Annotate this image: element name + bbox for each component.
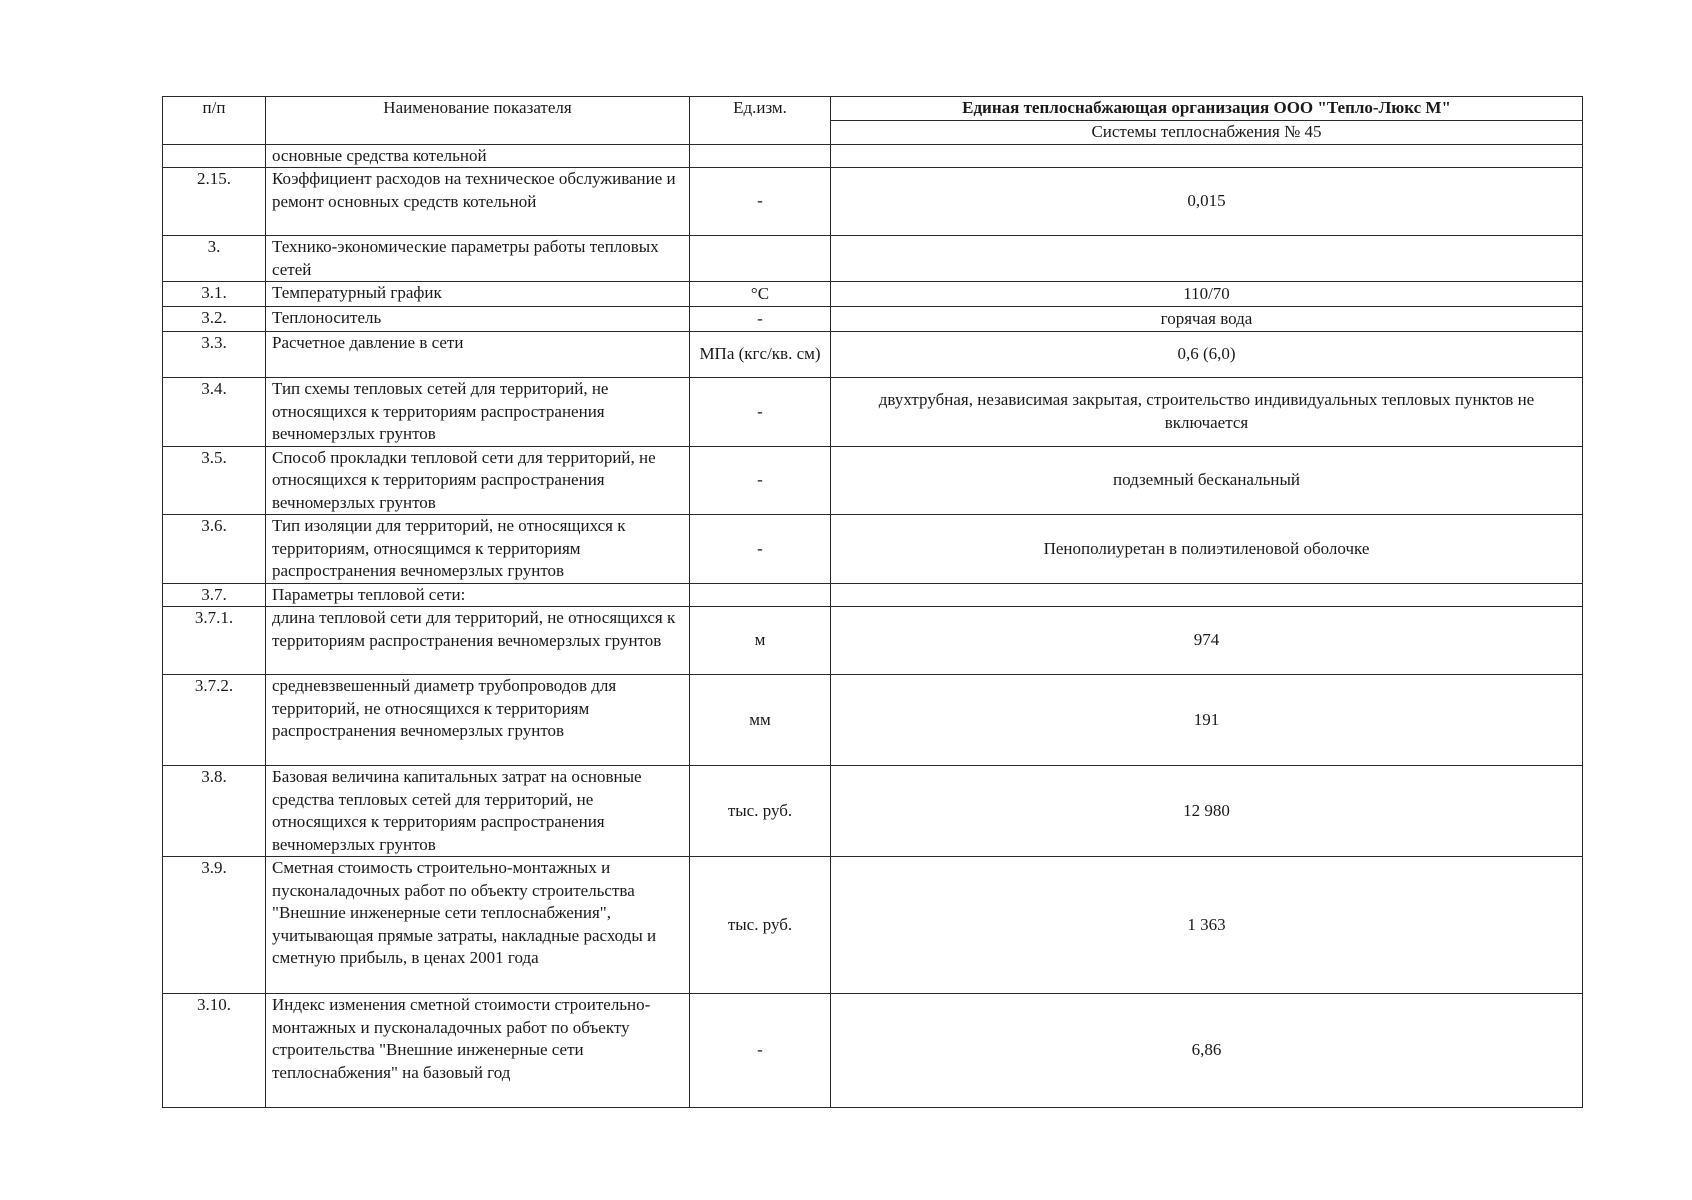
row-value (831, 236, 1583, 282)
table-row (163, 446, 1583, 515)
header-num: п/п (163, 97, 266, 145)
row-unit: - (690, 994, 831, 1108)
row-unit: тыс. руб. (690, 766, 831, 857)
row-num (163, 144, 266, 168)
table-row (163, 994, 1583, 1108)
row-value (831, 583, 1583, 607)
table-row (163, 583, 1583, 607)
row-value: 0,015 (831, 168, 1583, 236)
row-unit: - (690, 307, 831, 332)
row-value: 1 363 (831, 857, 1583, 994)
header-unit: Ед.изм. (690, 97, 831, 145)
row-name: средневзвешенный диаметр трубопроводов для территорий, не относящихся к территориям распространения вечномерзлых грунтов (266, 675, 690, 766)
row-num: 2.15. (163, 168, 266, 236)
table-row (163, 332, 1583, 378)
row-value: 110/70 (831, 282, 1583, 307)
row-value: 191 (831, 675, 1583, 766)
row-num: 3.5. (163, 446, 266, 515)
row-name: основные средства котельной (266, 144, 690, 168)
header-name: Наименование показателя (266, 97, 690, 145)
row-num: 3.3. (163, 332, 266, 378)
table-row (163, 675, 1583, 766)
table-row (163, 607, 1583, 675)
row-num: 3.7. (163, 583, 266, 607)
row-unit: МПа (кгс/кв. см) (690, 332, 831, 378)
row-unit (690, 583, 831, 607)
indicators-table (162, 96, 1583, 1108)
table-row (163, 378, 1583, 447)
row-name: длина тепловой сети для территорий, не относящихся к территориям распространения вечномерзлых грунтов (266, 607, 690, 675)
row-num: 3.1. (163, 282, 266, 307)
row-unit (690, 236, 831, 282)
table-row (163, 168, 1583, 236)
table-row (163, 236, 1583, 282)
row-num: 3.7.1. (163, 607, 266, 675)
row-name: Способ прокладки тепловой сети для территорий, не относящихся к территориям распространения вечномерзлых грунтов (266, 446, 690, 515)
row-name: Расчетное давление в сети (266, 332, 690, 378)
row-value: 12 980 (831, 766, 1583, 857)
table-row (163, 282, 1583, 307)
row-name: Тип изоляции для территорий, не относящихся к территориям, относящимся к территориям распространения вечномерзлых грунтов (266, 515, 690, 584)
table-row (163, 857, 1583, 994)
row-value: двухтрубная, независимая закрытая, строительство индивидуальных тепловых пунктов не включается (831, 378, 1583, 447)
header-org: Единая теплоснабжающая организация ООО "Тепло-Люкс М" (831, 97, 1583, 121)
row-unit: - (690, 446, 831, 515)
row-name: Технико-экономические параметры работы тепловых сетей (266, 236, 690, 282)
header-system: Системы теплоснабжения № 45 (831, 121, 1583, 145)
table-row (163, 307, 1583, 332)
row-unit: тыс. руб. (690, 857, 831, 994)
row-num: 3.9. (163, 857, 266, 994)
row-name: Параметры тепловой сети: (266, 583, 690, 607)
row-num: 3. (163, 236, 266, 282)
row-value: 6,86 (831, 994, 1583, 1108)
header-row (163, 97, 1583, 121)
row-num: 3.8. (163, 766, 266, 857)
row-num: 3.4. (163, 378, 266, 447)
row-unit: м (690, 607, 831, 675)
row-value: подземный бесканальный (831, 446, 1583, 515)
row-num: 3.2. (163, 307, 266, 332)
row-value: горячая вода (831, 307, 1583, 332)
row-value: 0,6 (6,0) (831, 332, 1583, 378)
row-name: Коэффициент расходов на техническое обслуживание и ремонт основных средств котельной (266, 168, 690, 236)
row-unit: - (690, 378, 831, 447)
row-value (831, 144, 1583, 168)
row-name: Сметная стоимость строительно-монтажных и пусконаладочных работ по объекту строительства "Внешние инженерные сети теплоснабжения", учитывающая прямые затраты, накладные расходы и сметную прибыль, в ценах 2001 года (266, 857, 690, 994)
row-name: Индекс изменения сметной стоимости строительно-монтажных и пусконаладочных работ по объекту строительства "Внешние инженерные сети теплоснабжения" на базовый год (266, 994, 690, 1108)
row-value: Пенополиуретан в полиэтиленовой оболочке (831, 515, 1583, 584)
row-name: Базовая величина капитальных затрат на основные средства тепловых сетей для территорий, не относящихся к территориям распространения вечномерзлых грунтов (266, 766, 690, 857)
row-num: 3.10. (163, 994, 266, 1108)
row-num: 3.7.2. (163, 675, 266, 766)
table-row (163, 144, 1583, 168)
row-name: Температурный график (266, 282, 690, 307)
row-num: 3.6. (163, 515, 266, 584)
row-name: Теплоноситель (266, 307, 690, 332)
table-row (163, 766, 1583, 857)
row-unit (690, 144, 831, 168)
table-row (163, 515, 1583, 584)
row-name: Тип схемы тепловых сетей для территорий, не относящихся к территориям распространения вечномерзлых грунтов (266, 378, 690, 447)
row-unit: мм (690, 675, 831, 766)
row-unit: °С (690, 282, 831, 307)
row-value: 974 (831, 607, 1583, 675)
row-unit: - (690, 515, 831, 584)
row-unit: - (690, 168, 831, 236)
